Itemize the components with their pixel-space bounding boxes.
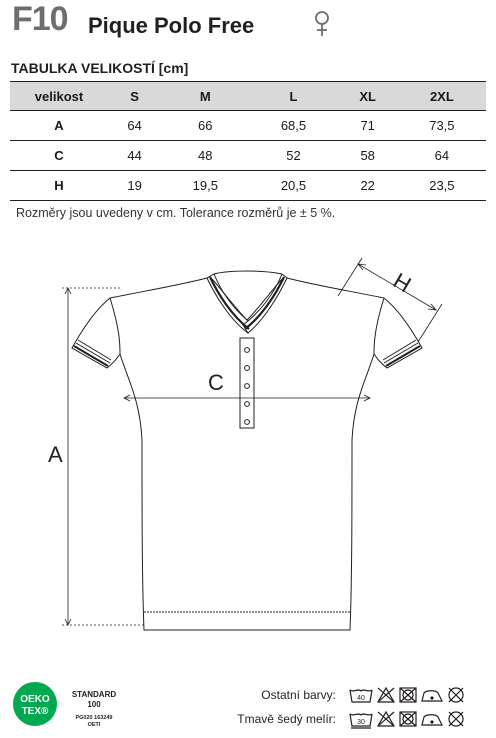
column-header: L <box>249 82 337 111</box>
care-label-other: Ostatní barvy: <box>261 688 336 702</box>
table-cell: 64 <box>398 141 486 171</box>
female-symbol-icon <box>312 10 332 38</box>
standard-label <box>66 690 122 710</box>
care-symbols-grey <box>348 709 478 729</box>
table-cell: 19 <box>108 171 161 201</box>
button-icon <box>245 366 250 371</box>
care-label-grey: Tmavě šedý melír: <box>237 712 336 726</box>
product-title: Pique Polo Free <box>88 13 255 38</box>
dimension-c-label: C <box>208 370 224 395</box>
wash-temp-icon: 30 <box>357 719 365 726</box>
standard-number: 100 <box>87 700 101 709</box>
table-title: TABULKA VELIKOSTÍ [cm] <box>11 60 189 76</box>
oeko-tex-logo <box>12 681 58 727</box>
table-cell: 19,5 <box>161 171 249 201</box>
table-cell: 44 <box>108 141 161 171</box>
table-cell: 58 <box>338 141 398 171</box>
wash-temp-icon: 40 <box>357 695 365 702</box>
table-header-row <box>10 82 486 111</box>
header <box>10 2 486 46</box>
column-header: velikost <box>10 82 108 111</box>
polo-drawing <box>0 250 496 645</box>
table-cell: 20,5 <box>249 171 337 201</box>
table-row <box>10 171 486 201</box>
table-cell: 48 <box>161 141 249 171</box>
product-code: F10 <box>12 0 68 38</box>
dimension-a-label: A <box>48 442 63 467</box>
button-icon <box>245 420 250 425</box>
row-label: H <box>10 171 108 201</box>
polo-shirt-illustration <box>0 250 496 645</box>
button-icon <box>245 348 250 353</box>
row-label: C <box>10 141 108 171</box>
table-cell: 71 <box>338 111 398 141</box>
column-header: M <box>161 82 249 111</box>
standard-text: STANDARD <box>71 690 117 699</box>
table-cell: 66 <box>161 111 249 141</box>
row-label: A <box>10 111 108 141</box>
table-cell: 22 <box>338 171 398 201</box>
button-icon <box>245 402 250 407</box>
certificate-institute: OETI <box>87 722 101 728</box>
dimension-h-label: H <box>389 267 416 298</box>
oeko-text: OEKO <box>20 694 50 705</box>
table-cell: 68,5 <box>249 111 337 141</box>
size-table <box>10 81 486 201</box>
footer <box>0 670 496 738</box>
certificate-info <box>66 715 122 729</box>
certificate-code: PG020 163249 <box>75 715 113 721</box>
care-symbols-other <box>348 685 478 705</box>
table-cell: 64 <box>108 111 161 141</box>
table-cell: 52 <box>249 141 337 171</box>
table-cell: 23,5 <box>398 171 486 201</box>
table-row <box>10 141 486 171</box>
tex-text: TEX® <box>21 706 49 717</box>
table-row <box>10 111 486 141</box>
column-header: 2XL <box>398 82 486 111</box>
tolerance-note: Rozměry jsou uvedeny v cm. Tolerance rozměrů je ± 5 %. <box>16 206 336 220</box>
button-icon <box>245 384 250 389</box>
column-header: XL <box>338 82 398 111</box>
column-header: S <box>108 82 161 111</box>
table-cell: 73,5 <box>398 111 486 141</box>
